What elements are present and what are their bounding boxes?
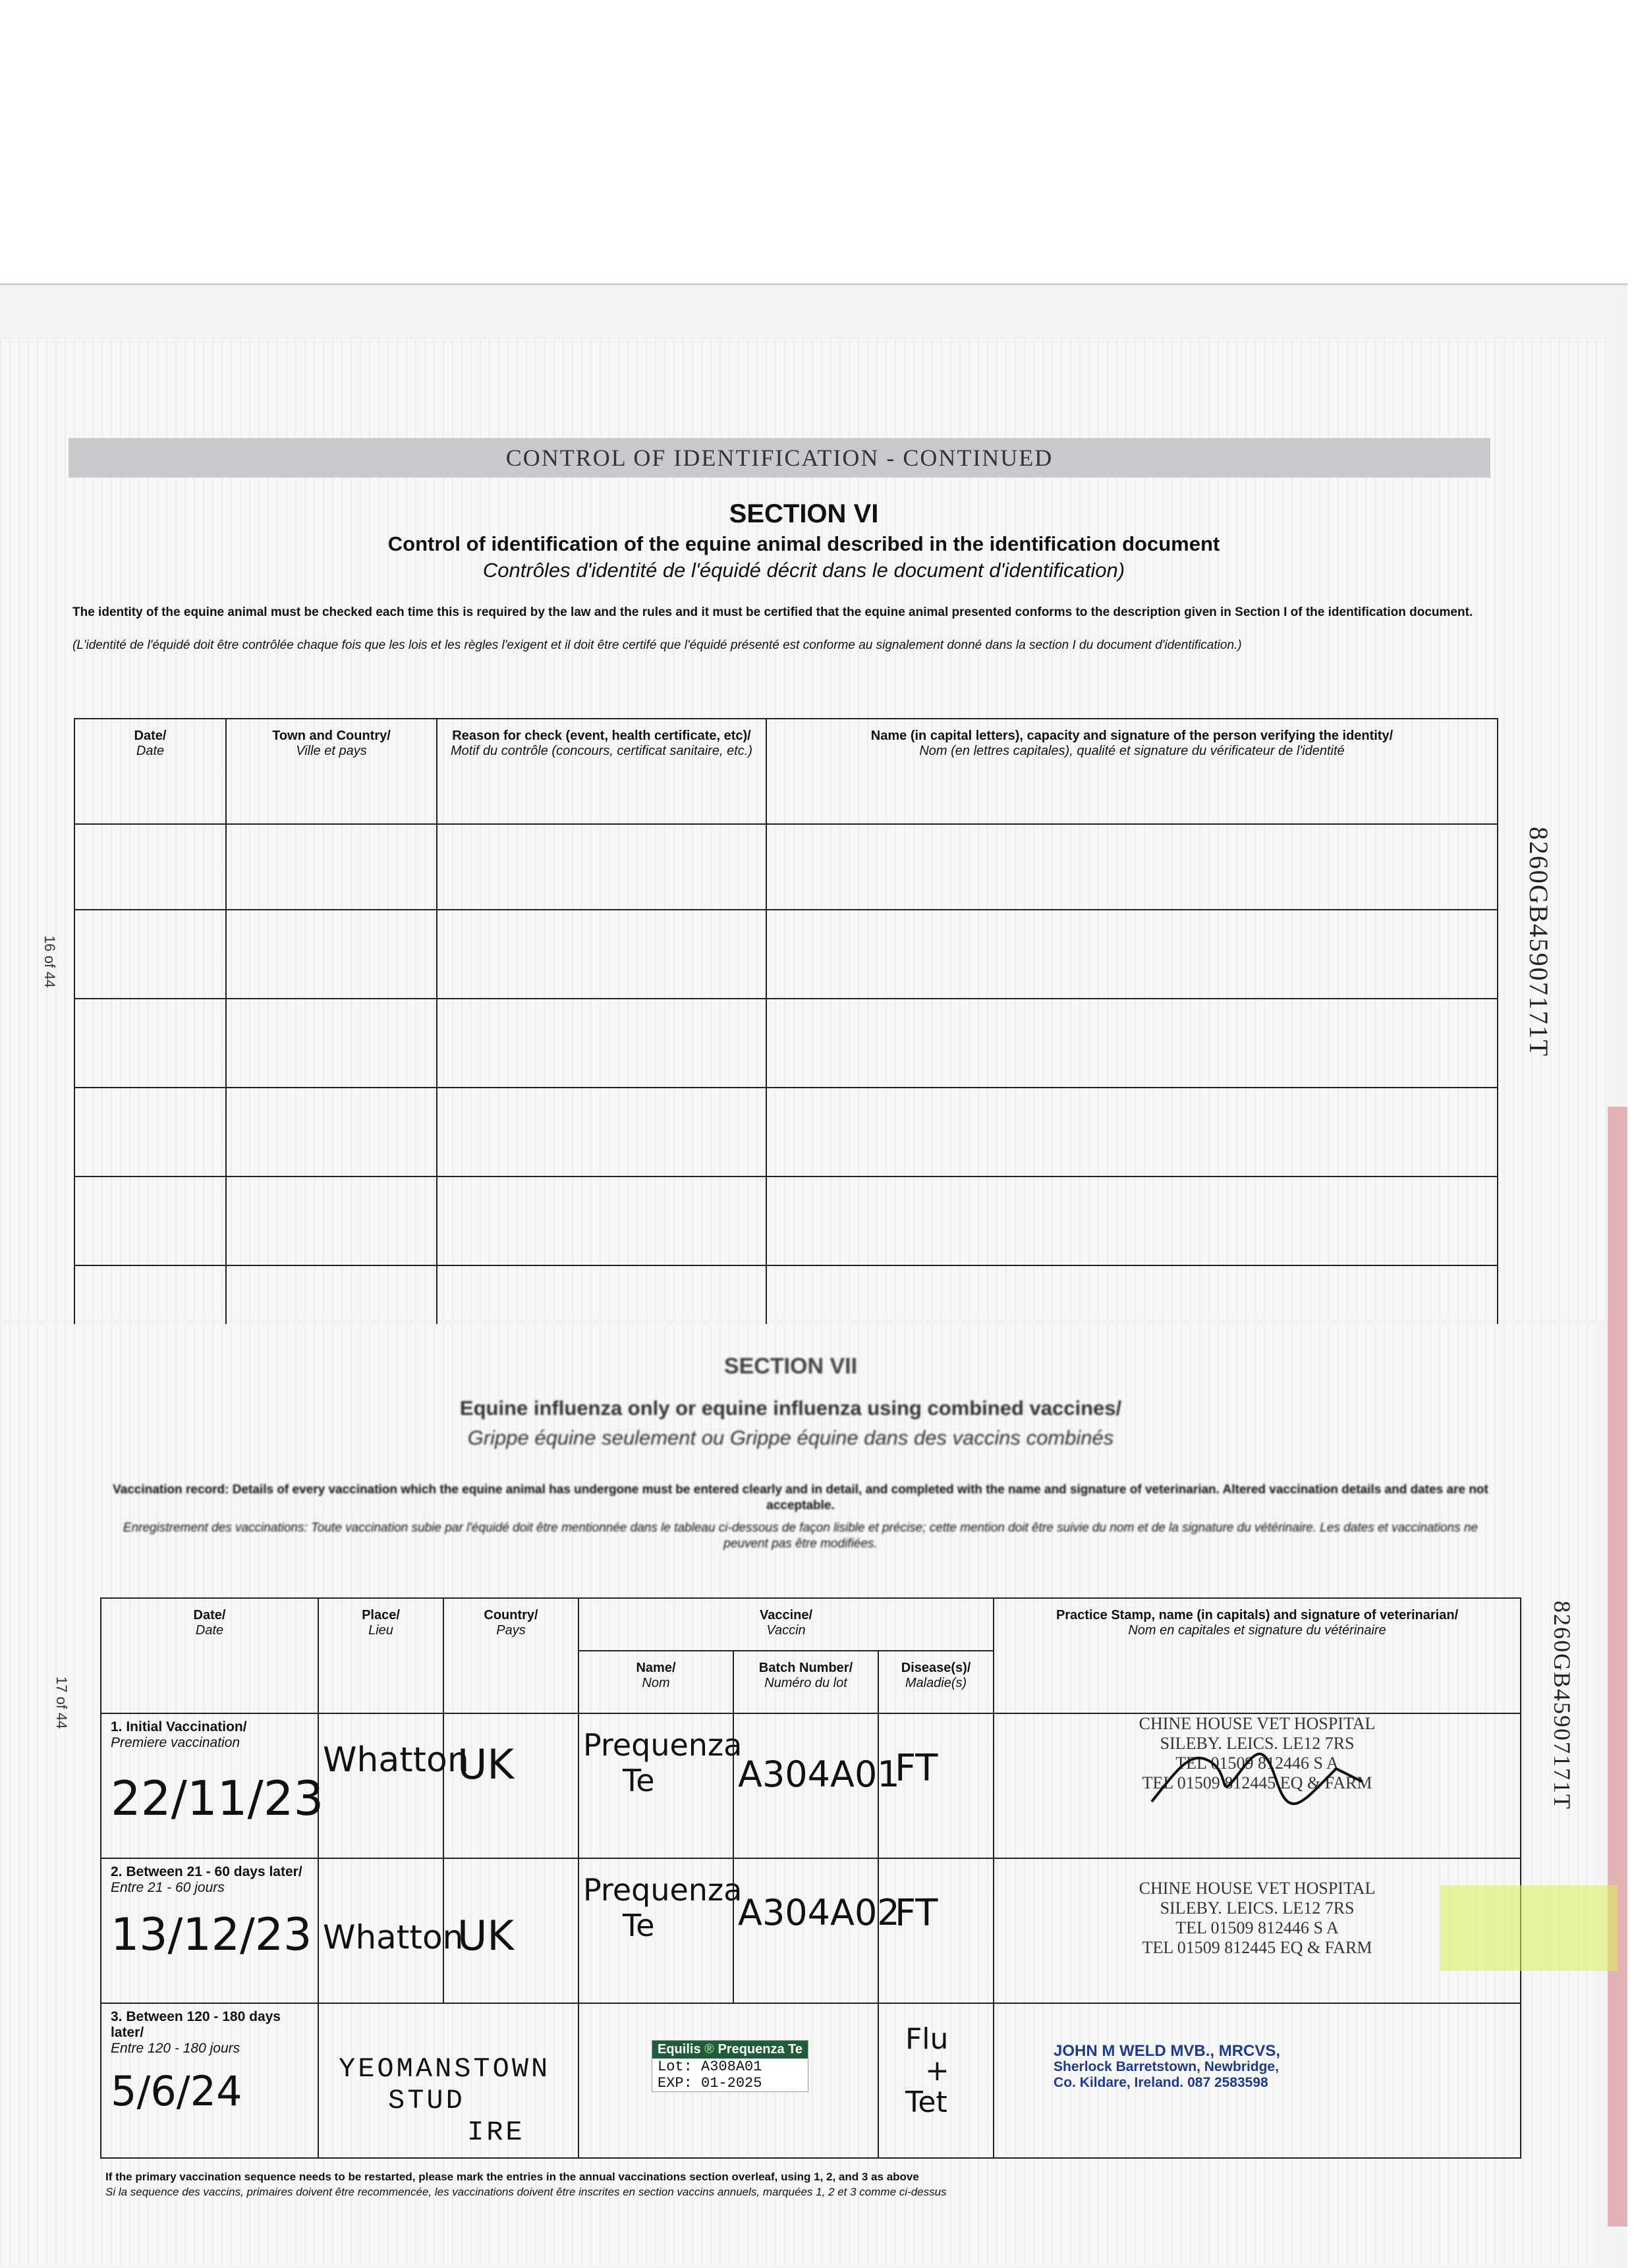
section-vi-intro-fr: (L'identité de l'équidé doit être contrôlée chaque fois que les lois et les règles l'exigent et il doit être certifé que l'équidé présenté est conforme au signalement donné dans la section I du document d'identification.) (72, 638, 1242, 652)
col-reason: Reason for check (event, health certificate, etc)/ Motif du contrôle (concours, certificat sanitaire, etc.) (437, 719, 766, 824)
row3-disease: Flu + Tet (878, 2003, 994, 2158)
table-row (74, 1265, 1498, 1331)
row1-vet-stamp: CHINE HOUSE VET HOSPITAL SILEBY. LEICS. LE12 7RS TEL 01509 812446 S A TEL 01509 812445 EQ & FARM (994, 1713, 1521, 1858)
section-vii-intro-en: Vaccination record: Details of every vaccination which the equine animal has undergone must be entered clearly and in detail, and completed with the name and signature of veterinarian. Altered vaccination details and dates are not acceptable. (113, 1483, 1488, 1512)
table-row (74, 1176, 1498, 1265)
passport-id-code-bottom: 8260GB45907171T (1549, 1601, 1575, 1810)
vaccine-batch-sticker: Equilis ® Prequenza Te Lot: A308A01 EXP: 01-2025 (652, 2040, 808, 2092)
sticker-exp: 01-2025 (701, 2075, 762, 2091)
row2-batch-number: A304A02 (733, 1858, 878, 2003)
section-vi-title-fr: Contrôles d'identité de l'équidé décrit dans le document d'identification) (482, 559, 1125, 582)
col-vaccine-name: Name/ Nom (578, 1651, 733, 1713)
row2-date: 13/12/23 (111, 1909, 312, 1961)
col-country: Country/ Pays (443, 1598, 578, 1713)
row2-disease: FT (878, 1858, 994, 2003)
table-row (74, 1088, 1498, 1176)
col-town-country: Town and Country/ Ville et pays (226, 719, 437, 824)
identification-check-table (74, 718, 1498, 1332)
table-row (74, 824, 1498, 910)
col-vaccine: Vaccine/ Vaccin (578, 1598, 994, 1651)
vaccination-row-second (101, 1858, 1521, 2003)
footnote-en: If the primary vaccination sequence needs to be restarted, please mark the entries in the annual vaccinations section overleaf, using 1, 2, and 3 as above (105, 2171, 919, 2183)
row3-date-cell: 3. Between 120 - 180 days later/ Entre 120 - 180 jours 5/6/24 (101, 2003, 318, 2158)
row1-country: UK (443, 1713, 578, 1858)
vaccination-header-row-1 (101, 1598, 1521, 1651)
section-vi-intro-en: The identity of the equine animal must be checked each time this is required by the law and the rules and it must be certified that the equine animal presented conforms to the description given in Section I of the identification document. (72, 605, 1473, 619)
sticker-lot: A308A01 (701, 2059, 762, 2075)
row1-date: 22/11/23 (111, 1771, 324, 1826)
col-date: Date/ Date (74, 719, 226, 824)
sticker-brand: Equilis (658, 2042, 701, 2057)
control-banner: CONTROL OF IDENTIFICATION - CONTINUED (69, 438, 1490, 478)
col-date: Date/ Date (101, 1598, 318, 1713)
row2-country: UK (443, 1858, 578, 2003)
section-vii-title-en: Equine influenza only or equine influenza using combined vaccines/ (459, 1397, 1122, 1420)
section-vii-intro-fr: Enregistrement des vaccinations: Toute vaccination subie par l'équidé doit être mentionnée dans le tableau ci-dessous de façon lisible et précise; cette mention doit être suivie du nom et de la signature du vétérinaire. Les dates et vaccinations ne peuvent pas être modifiées. (123, 1521, 1479, 1551)
sticker-product: Prequenza Te (718, 2042, 803, 2057)
row2-vaccine-name: Prequenza Te (578, 1858, 733, 2003)
vaccination-record-table (100, 1597, 1521, 2159)
red-page-edge (1608, 1107, 1627, 2227)
row1-vet-signature (1139, 1742, 1376, 1808)
row1-date-cell: 1. Initial Vaccination/ Premiere vaccination 22/11/23 (101, 1713, 318, 1858)
col-verifier: Name (in capital letters), capacity and signature of the person verifying the identity/ Nom (en lettres capitales), qualité et signature du vérificateur de l'identité (766, 719, 1498, 824)
row3-vaccine-sticker-cell (578, 2003, 878, 2158)
row3-place-stamp (318, 2003, 578, 2158)
row1-vaccine-name: Prequenza Te (578, 1713, 733, 1858)
col-practice-stamp: Practice Stamp, name (in capitals) and signature of veterinarian/ Nom en capitales et signature du vétérinaire (994, 1598, 1521, 1713)
page-number-16: 16 of 44 (42, 935, 58, 988)
col-place: Place/ Lieu (318, 1598, 443, 1713)
row1-place: Whatton (318, 1713, 443, 1858)
row2-place: Whatton (318, 1858, 443, 2003)
table-row (74, 999, 1498, 1088)
row3-vet-stamp: JOHN M WELD MVB., MRCVS, Sherlock Barretstown, Newbridge, Co. Kildare, Ireland. 087 2583598 (994, 2003, 1521, 2158)
row3-country: IRE (467, 2116, 525, 2148)
row3-place-line1: YEOMANSTOWN (339, 2053, 551, 2085)
identification-table-header (74, 719, 1498, 824)
col-batch-number: Batch Number/ Numéro du lot (733, 1651, 878, 1713)
yellow-highlight-mark (1440, 1885, 1618, 1971)
row3-place-line2: STUD (388, 2085, 465, 2116)
page-number-17: 17 of 44 (53, 1676, 70, 1729)
section-vii-title-fr: Grippe équine seulement ou Grippe équine dans des vaccins combinés (467, 1426, 1114, 1449)
row2-vet-stamp: CHINE HOUSE VET HOSPITAL SILEBY. LEICS. LE12 7RS TEL 01509 812446 S A TEL 01509 812445 EQ & FARM (994, 1858, 1521, 2003)
vaccination-row-initial (101, 1713, 1521, 1858)
col-disease: Disease(s)/ Maladie(s) (878, 1651, 994, 1713)
passport-id-code-top: 8260GB45907171T (1524, 827, 1554, 1057)
vaccination-row-third (101, 2003, 1521, 2158)
section-vi-heading: SECTION VI (729, 499, 879, 528)
section-vi-title-en: Control of identification of the equine animal described in the identification document (387, 532, 1220, 555)
row2-date-cell: 2. Between 21 - 60 days later/ Entre 21 - 60 jours 13/12/23 (101, 1858, 318, 2003)
footnote-fr: Si la sequence des vaccins, primaires doivent être recommencée, les vaccinations doivent être inscrites en section vaccins annuels, marquées 1, 2 et 3 comme ci-dessus (105, 2186, 947, 2198)
table-row (74, 910, 1498, 999)
row3-date: 5/6/24 (111, 2067, 242, 2115)
section-vii-heading: SECTION VII (723, 1354, 858, 1379)
row1-disease: FT (878, 1713, 994, 1858)
row1-batch-number: A304A01 (733, 1713, 878, 1858)
